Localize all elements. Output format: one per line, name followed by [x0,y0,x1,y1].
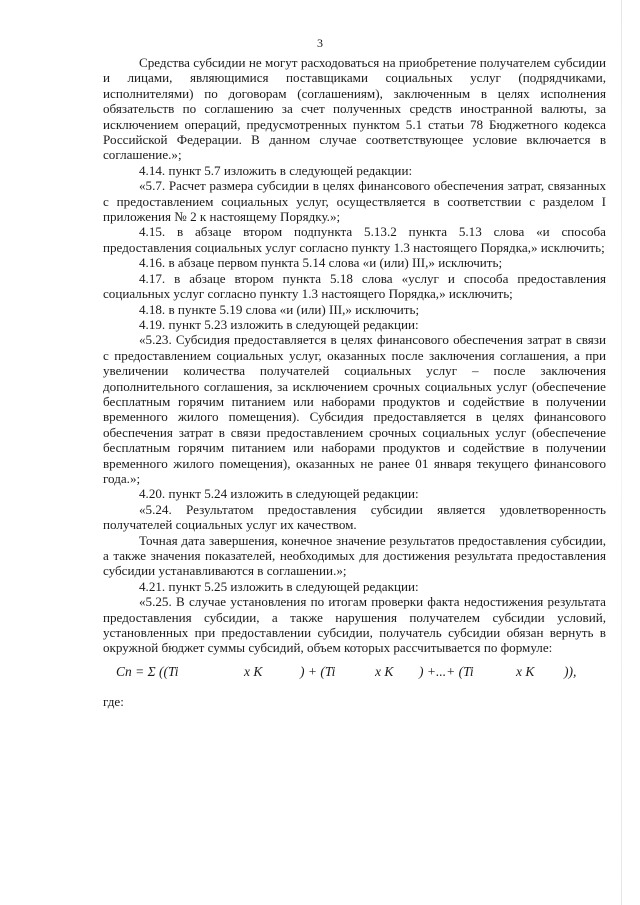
paragraph-4-15: 4.15. в абзаце втором подпункта 5.13.2 пункта 5.13 слова «и способа предоставления социальных услуг согласно пункту 1.3 настоящего Порядка,» исключить; [103,224,606,255]
paragraph-5-23: «5.23. Субсидия предоставляется в целях финансового обеспечения затрат в связи с предоставлением социальных услуг, оказанных после заключения соглашения, а при увеличении количества получателей социальных услуг – после заключения дополнительного соглашения, за исключением срочных социальных услуг (обеспечение бесплатным горячим питанием или наборами продуктов и содействие в получении временного жилого помещения). Субсидия предоставляется в целях финансового обеспечения затрат в связи предоставлением срочных социальных услуг (обеспечение бесплатным горячим питанием или наборами продуктов и содействие в получении временного жилого помещения), оказанных не ранее 01 января текущего финансового года.»; [103,332,606,486]
document-body [103,55,606,656]
paragraph-5-24: «5.24. Результатом предоставления субсидии является удовлетворенность получателей социальных услуг их качеством. [103,501,606,533]
paragraph-5-25: «5.25. В случае установления по итогам проверки факта недостижения результата предоставления субсидии, а также нарушения получателем субсидии условий, установленных при предоставлении субсидии, получатель субсидии обязан вернуть в окружной бюджет суммы субсидий, объем которых рассчитывается по формуле: [103,594,606,656]
paragraph-5-7: «5.7. Расчет размера субсидии в целях финансового обеспечения затрат, связанных с предоставлением социальных услуг, осуществляется в соответствии с разделом I приложения № 2 к настоящему Порядку.»; [103,178,606,225]
where-label: где: [103,694,124,709]
scan-edge-shadow [621,0,622,905]
paragraph-4-16: 4.16. в абзаце первом пункта 5.14 слова «и (или) III,» исключить; [139,255,503,271]
paragraph-4-20: 4.20. пункт 5.24 изложить в следующей редакции: [139,486,419,502]
paragraph-4-14: 4.14. пункт 5.7 изложить в следующей редакции: [139,162,413,178]
formula-term3-k: x K [516,664,535,679]
paragraph-5-24-details: Точная дата завершения, конечное значение результатов предоставления субсидии, а также значения показателей, необходимых для достижения результата предоставления субсидии устанавливаются в соглашении.»; [103,532,606,579]
page-number: 3 [317,36,323,50]
paragraph-4-19: 4.19. пункт 5.23 изложить в следующей редакции: [139,316,419,332]
formula-lhs: Сп = Σ ((Ti [116,664,179,679]
paragraph-4-18: 4.18. в пункте 5.19 слова «и (или) III,» исключить; [139,301,420,317]
paragraph-subsidy-restriction: Средства субсидии не могут расходоваться на приобретение получателем субсидии и лицами, являющимися поставщиками социальных услуг (подрядчиками, исполнителями) по договорам (соглашениям), заключенным в целях исполнения обязательств по соглашению за счет полученных средств иностранной валюты, за исключением операций, предусмотренных пунктом 5.1 статьи 78 Бюджетного кодекса Российской Федерации. В данном случае соответствующее условие включается в соглашение.»; [103,55,606,163]
paragraph-4-17: 4.17. в абзаце втором пункта 5.18 слова «услуг и способа предоставления социальных услуг согласно пункту 1.3 настоящего Порядка,» исключить; [103,270,606,302]
formula-term1-close: ) + (Ti [300,664,336,679]
formula-term1-k: x K [244,664,263,679]
paragraph-4-21: 4.21. пункт 5.25 изложить в следующей редакции: [139,578,419,594]
refund-formula [116,664,596,684]
formula-term3-close: )), [564,664,577,679]
formula-term2-close: ) +...+ (Ti [419,664,474,679]
formula-term2-k: x K [375,664,394,679]
